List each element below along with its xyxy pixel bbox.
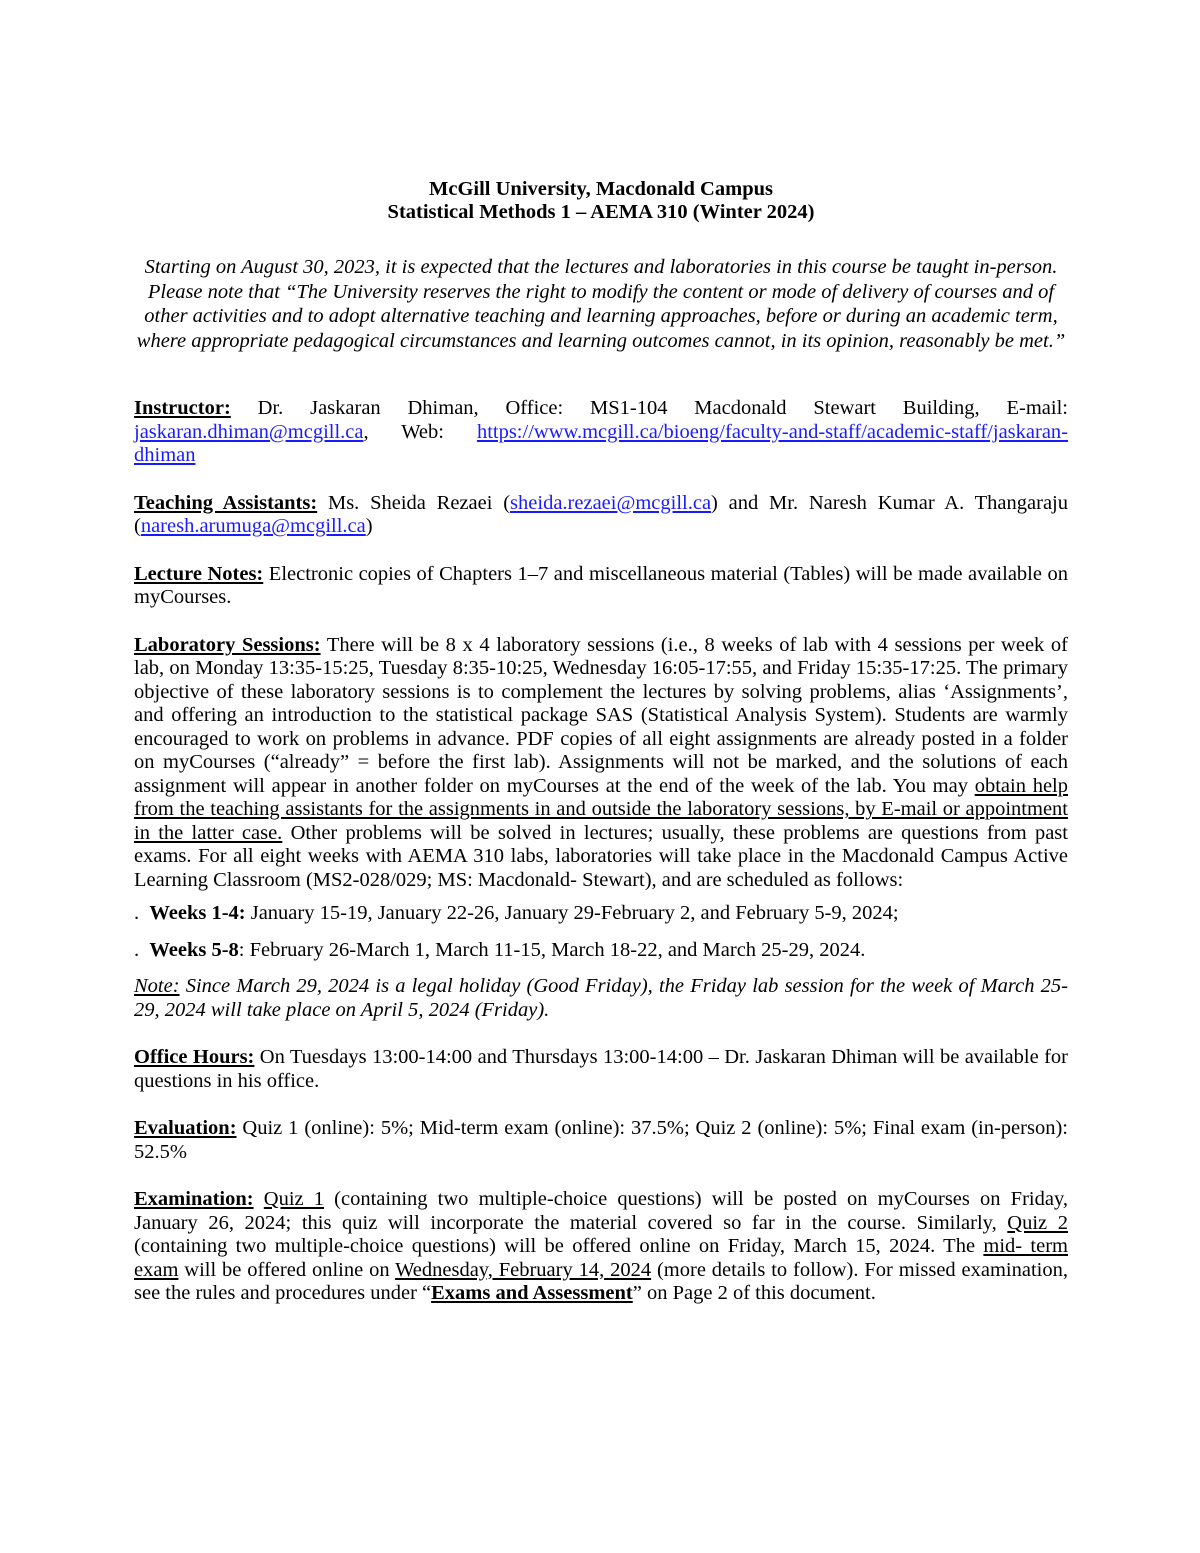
weeks-1-4-label: Weeks 1-4: — [149, 902, 246, 924]
evaluation-paragraph — [134, 1117, 1068, 1164]
lab-help-underlined: obtain help from the teaching assistants for the assignments in and outside the laboratory sessions, by E-mail or appointment in the latter case. — [134, 774, 1068, 844]
lecture-notes-text: Electronic copies of Chapters 1–7 and miscellaneous material (Tables) will be made available on myCourses. — [134, 562, 1069, 608]
office-hours-label: Office Hours: — [134, 1046, 255, 1068]
note-label: Note: — [134, 975, 180, 997]
office-hours-paragraph — [134, 1046, 1068, 1093]
instructor-paragraph — [134, 397, 1068, 468]
exam-text-1: (containing two multiple-choice questions) will be posted on myCourses on Friday, January 26, 2024; this quiz will incorporate the material covered so far in the course. Similarly, — [134, 1188, 1068, 1234]
teaching-assistants-label: Teaching Assistants: — [134, 491, 318, 514]
teaching-assistants-paragraph — [134, 492, 1068, 539]
holiday-note — [134, 975, 1068, 1022]
instructor-web-link[interactable]: https://www.mcgill.ca/bioeng/faculty-and-staff/academic-staff/jaskaran-dhiman — [134, 420, 1068, 466]
lab-text-2: Other problems will be solved in lectures; usually, these problems are questions from past exams. For all eight weeks with AEMA 310 labs, laboratories will take place in the Macdonald Campus Active Learning Classroom (MS2-028/029; MS: Macdonald- Stewart), and are scheduled as follows: — [134, 821, 1068, 891]
weeks-5-8-item — [134, 939, 1068, 963]
midterm-text: mid- term exam — [134, 1235, 1068, 1281]
examination-label: Examination: — [134, 1188, 254, 1210]
lecture-notes-paragraph — [134, 563, 1068, 610]
note-text: Since March 29, 2024 is a legal holiday (Good Friday), the Friday lab session for the week of March 25-29, 2024 will take place on April 5, 2024 (Friday). — [134, 975, 1068, 1021]
exam-text-3: will be offered online on — [178, 1258, 396, 1281]
exams-assessment-reference: Exams and Assessment — [431, 1282, 633, 1304]
weeks-1-4-item — [134, 902, 1068, 926]
evaluation-text: Quiz 1 (online): 5%; Mid-term exam (online): 37.5%; Quiz 2 (online): 5%; Final exam (in-person): 52.5% — [134, 1117, 1068, 1163]
instructor-web-label: , Web: — [363, 420, 477, 443]
document-page — [134, 178, 1068, 1306]
quiz-2-text: Quiz 2 — [1007, 1211, 1068, 1234]
lab-text-1: There will be 8 x 4 laboratory sessions (i.e., 8 weeks of lab with 4 sessions per week of lab, on Monday 13:35-15:25, Tuesday 8:35-10:25, Wednesday 16:05-17:55, and Friday 15:35-17:25. The primary objective of these laboratory sessions is to complement the lectures by solving problems, alias ‘Assignments’, and offering an introduction to the statistical package SAS (Statistical Analysis System). Students are warmly encouraged to work on problems in advance. PDF copies of all eight assignments are already posted in a folder on myCourses (“already” = before the first lab). Assignments will not be marked, and the solutions of each assignment will appear in another folder on myCourses at the end of the week of the lab. You may — [134, 633, 1068, 797]
lecture-notes-label: Lecture Notes: — [134, 562, 264, 585]
instructor-label: Instructor: — [134, 397, 231, 419]
midterm-date: Wednesday, February 14, 2024 — [395, 1258, 652, 1281]
ta-text-2: ) and Mr. Naresh Kumar A. Thangaraju ( — [134, 491, 1068, 537]
quiz-1-text: Quiz 1 — [263, 1188, 325, 1210]
course-title: Statistical Methods 1 – AEMA 310 (Winter 2024) — [387, 201, 815, 223]
ta-text-3: ) — [365, 515, 373, 537]
instructor-text: Dr. Jaskaran Dhiman, Office: MS1-104 Macdonald Stewart Building, E-mail: — [230, 397, 1068, 419]
exam-text-4: (more details to follow). For missed examination, see the rules and procedures under “ — [134, 1258, 1068, 1304]
university-title: McGill University, Macdonald Campus — [429, 178, 773, 200]
ta-email-link-1[interactable]: sheida.rezaei@mcgill.ca — [510, 491, 712, 514]
ta-text-1: Ms. Sheida Rezaei ( — [317, 491, 511, 514]
weeks-1-4-text: January 15-19, January 22-26, January 29-February 2, and February 5-9, 2024; — [245, 902, 899, 924]
office-hours-text: On Tuesdays 13:00-14:00 and Thursdays 13:00-14:00 – Dr. Jaskaran Dhiman will be available for questions in his office. — [134, 1046, 1068, 1092]
document-header — [134, 178, 1068, 224]
laboratory-sessions-paragraph — [134, 634, 1068, 893]
bullet-dot: . — [134, 938, 140, 961]
bullet-dot: . — [134, 902, 140, 924]
examination-paragraph — [134, 1188, 1068, 1306]
ta-email-link-2[interactable]: naresh.arumuga@mcgill.ca — [140, 515, 366, 537]
evaluation-label: Evaluation: — [134, 1117, 237, 1139]
in-person-notice: Starting on August 30, 2023, it is expected that the lectures and laboratories in this course be taught in-person. Please note that “The University reserves the right to modify the content or mode of delivery of courses and of other activities and to adopt alternative teaching and learning approaches, before or during an academic term, where appropriate pedagogical circumstances and learning outcomes cannot, in its opinion, reasonably be met.” — [136, 256, 1066, 352]
laboratory-sessions-label: Laboratory Sessions: — [134, 633, 321, 656]
exam-text-5: ” on Page 2 of this document. — [632, 1282, 876, 1304]
instructor-email-link[interactable]: jaskaran.dhiman@mcgill.ca — [134, 420, 364, 443]
exam-text-2: (containing two multiple-choice questions) will be offered online on Friday, March 15, 2024. The — [134, 1235, 984, 1257]
weeks-5-8-text: : February 26-March 1, March 11-15, March 18-22, and March 25-29, 2024. — [238, 938, 866, 961]
weeks-5-8-label: Weeks 5-8 — [149, 938, 239, 961]
